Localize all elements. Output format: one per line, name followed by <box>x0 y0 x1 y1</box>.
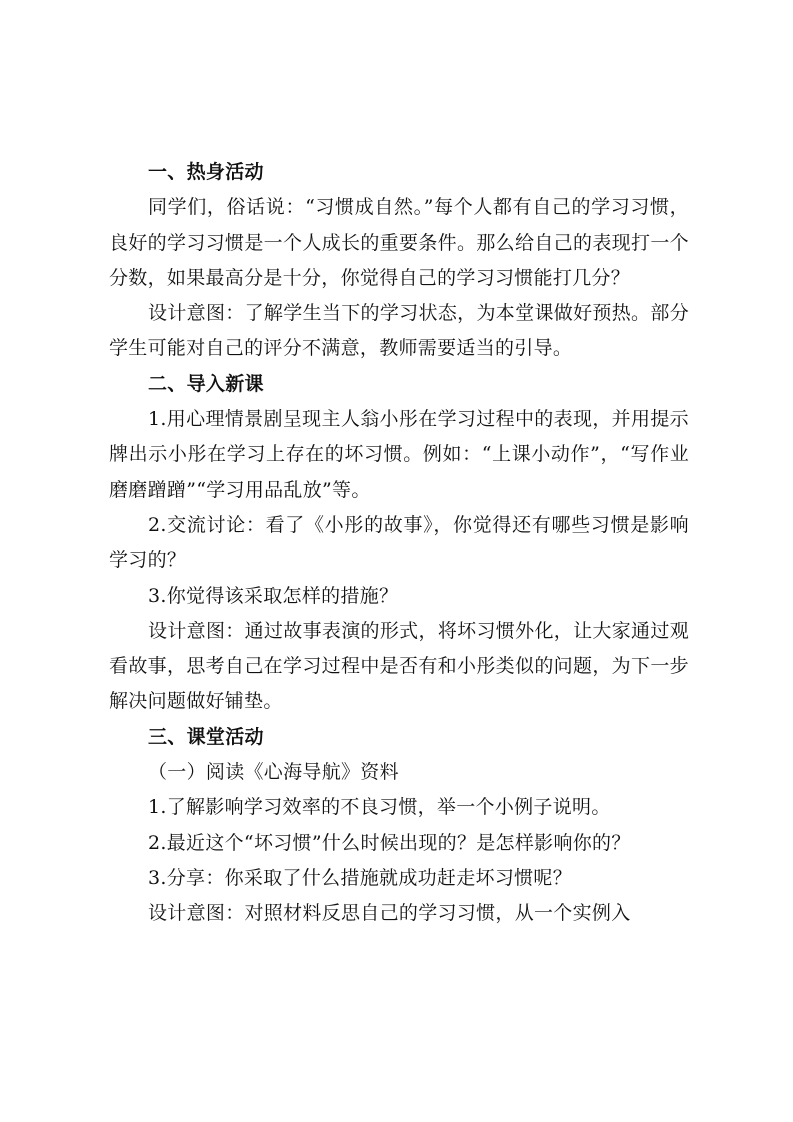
design-intent-warmup: 设计意图：了解学生当下的学习状态，为本堂课做好预热。部分学生可能对自己的评分不满意，教师需要适当的引导。 <box>109 302 689 360</box>
design-intent-classroom-activity: 设计意图：对照材料反思自己的学习习惯，从一个实例入 <box>148 902 631 925</box>
section-heading-warmup: 一、热身活动 <box>148 161 264 183</box>
list-item: 1.了解影响学习效率的不良习惯，举一个小例子说明。 <box>148 796 611 819</box>
list-item: 3.分享：你采取了什么措施就成功赶走坏习惯呢？ <box>148 866 573 889</box>
list-item: 1.用心理情景剧呈现主人翁小彤在学习过程中的表现，并用提示牌出示小彤在学习上存在的坏习惯。例如：“上课小动作”，“写作业磨磨蹭蹭”“学习用品乱放”等。 <box>109 408 689 501</box>
document-body <box>109 155 689 932</box>
list-item: 2.交流讨论：看了《小彤的故事》，你觉得还有哪些习惯是影响学习的？ <box>109 513 689 572</box>
section-heading-classroom-activity: 三、课堂活动 <box>148 725 264 748</box>
list-item: 2.最近这个“坏习惯”什么时候出现的？是怎样影响你的？ <box>148 831 631 854</box>
design-intent-introduction: 设计意图：通过故事表演的形式，将坏习惯外化，让大家通过观看故事，思考自己在学习过程中是否有和小彤类似的问题，为下一步解决问题做好铺垫。 <box>109 619 689 713</box>
list-item: 3.你觉得该采取怎样的措施？ <box>148 584 399 607</box>
paragraph-warmup: 同学们，俗话说：“习惯成自然。”每个人都有自己的学习习惯，良好的学习习惯是一个人成长的重要条件。那么给自己的表现打一个分数，如果最高分是十分，你觉得自己的学习习惯能打几分？ <box>109 196 689 289</box>
section-heading-introduction: 二、导入新课 <box>148 372 264 395</box>
subheading-reading-material: （一）阅读《心海导航》资料 <box>148 761 399 784</box>
